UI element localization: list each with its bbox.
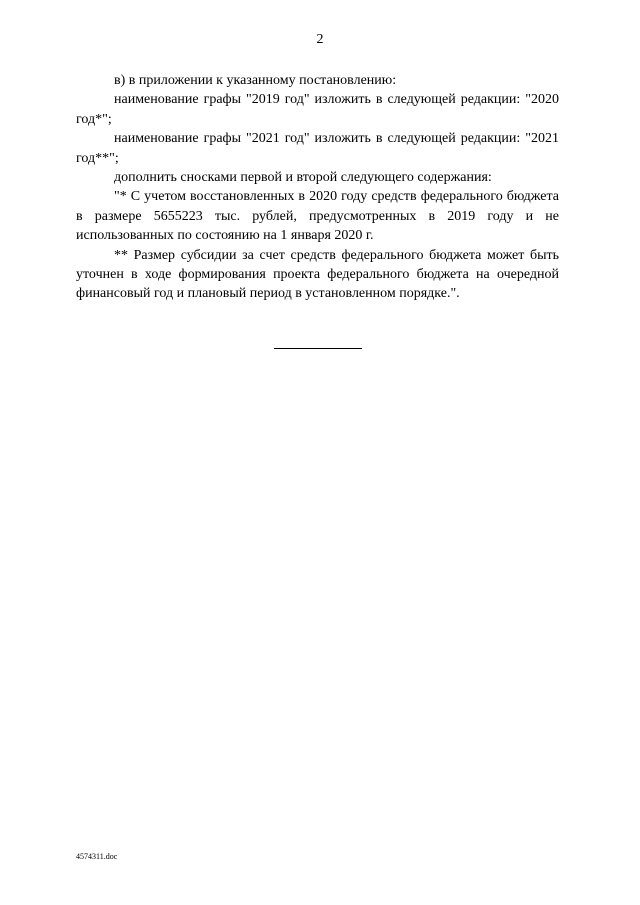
paragraph-footnote-1: "* С учетом восстановленных в 2020 году средств федерального бюджета в размере 5655223 тыс. рублей, предусмотренных в 2019 году и не использованных по состоянию на 1 января 2020 г. bbox=[76, 189, 559, 244]
paragraph-appendix-intro: в) в приложении к указанному постановлению: bbox=[114, 73, 397, 88]
document-id: 4574311.doc bbox=[76, 852, 118, 861]
end-divider bbox=[274, 348, 362, 349]
paragraph-column-2019-rename: наименование графы "2019 год" изложить в следующей редакции: "2020 год*"; bbox=[76, 92, 559, 127]
paragraph-footnotes-intro: дополнить сносками первой и второй следующего содержания: bbox=[114, 170, 492, 186]
page-number: 2 bbox=[316, 32, 324, 47]
paragraph-column-2021-rename: наименование графы "2021 год" изложить в следующей редакции: "2021 год**"; bbox=[76, 131, 559, 166]
paragraph-footnote-2: ** Размер субсидии за счет средств федерального бюджета может быть уточнен в ходе формирования проекта федерального бюджета на очередной финансовый год и плановый период в установленном порядке.". bbox=[76, 247, 559, 302]
document-body bbox=[76, 71, 559, 304]
